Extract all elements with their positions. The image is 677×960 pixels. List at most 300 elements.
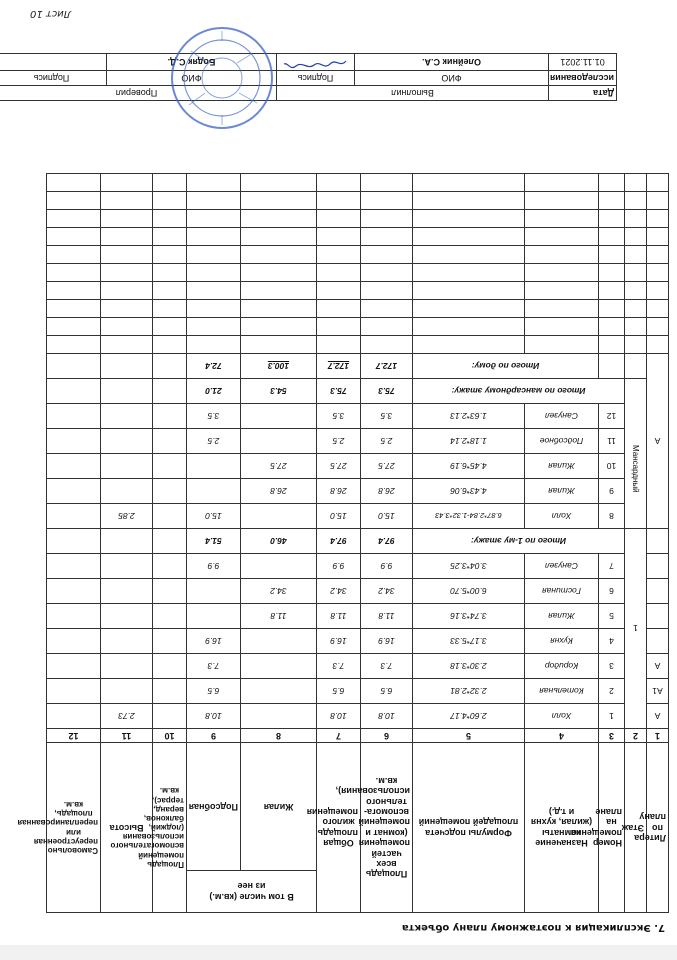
empty-cell (153, 192, 187, 210)
empty-cell (525, 210, 599, 228)
empty-cell (361, 228, 413, 246)
empty-cell (647, 282, 669, 300)
total-area-cell: 6.5 (317, 679, 361, 704)
balcony-cell (153, 454, 187, 479)
empty-cell (47, 174, 101, 192)
empty-cell (647, 300, 669, 318)
litera-cell: А1 (647, 679, 669, 704)
empty-cell (599, 210, 625, 228)
height-cell (101, 604, 153, 629)
subtotal-label: Итого по 1-му этажу: (413, 529, 625, 554)
aux-area-cell (187, 479, 241, 504)
empty-cell (101, 318, 153, 336)
empty-cell (317, 174, 361, 192)
area-cell: 2.5 (361, 429, 413, 454)
empty-cell (413, 318, 525, 336)
room-name-cell: Санузел (525, 404, 599, 429)
empty-cell (47, 336, 101, 354)
height-cell: 2.85 (101, 504, 153, 529)
aux-area-cell: 7.3 (187, 654, 241, 679)
empty-cell (241, 264, 317, 282)
room-name-cell: Гостиная (525, 579, 599, 604)
empty-cell (47, 228, 101, 246)
col-number: 8 (241, 729, 317, 743)
empty-cell (101, 174, 153, 192)
fio-label: ФИО (355, 71, 549, 86)
empty-cell (525, 300, 599, 318)
formula-cell: 1.63*2.13 (413, 404, 525, 429)
table-row (47, 604, 669, 629)
formula-cell: 2.60*4.17 (413, 704, 525, 729)
room-number-cell: 2 (599, 679, 625, 704)
table-row (47, 629, 669, 654)
balcony-cell (153, 554, 187, 579)
signature-row (0, 86, 617, 101)
empty-cell (317, 282, 361, 300)
empty-table-row (47, 174, 669, 192)
unauthorized-cell (47, 629, 101, 654)
empty-cell (625, 282, 647, 300)
aux-area-cell (187, 579, 241, 604)
total-area-cell: 26.8 (317, 479, 361, 504)
date-label-2: исследования (549, 71, 617, 86)
aux-area-cell: 16.9 (187, 629, 241, 654)
formula-cell: 4.45*6.19 (413, 454, 525, 479)
empty-cell (625, 192, 647, 210)
empty-cell (413, 300, 525, 318)
empty-cell (153, 300, 187, 318)
empty-cell (599, 336, 625, 354)
aux-area-cell: 6.5 (187, 679, 241, 704)
empty-cell (625, 264, 647, 282)
col-number: 11 (101, 729, 153, 743)
empty-cell (317, 192, 361, 210)
empty-cell (187, 282, 241, 300)
empty-rows (47, 174, 669, 354)
subtotal-label: Итого по мансардному этажу: (413, 379, 625, 404)
empty-cell (317, 300, 361, 318)
table-row (47, 429, 669, 454)
room-name-cell: Жилая (525, 454, 599, 479)
signature-table (0, 53, 617, 101)
empty-cell (361, 318, 413, 336)
floor-label: Мансардный (631, 445, 640, 493)
empty-cell (153, 264, 187, 282)
balcony-cell (153, 579, 187, 604)
subtotal-row (47, 529, 669, 554)
column-numbers-row (47, 729, 669, 743)
total-area-cell: 11.8 (317, 604, 361, 629)
balcony-cell (153, 479, 187, 504)
empty-cell (413, 336, 525, 354)
sheet-number: Лист 10 (30, 8, 72, 19)
unauthorized-cell (47, 479, 101, 504)
empty-cell (101, 282, 153, 300)
litera-cell: А (647, 354, 669, 529)
empty-cell (47, 300, 101, 318)
empty-cell (153, 174, 187, 192)
area-cell: 27.5 (361, 454, 413, 479)
empty-cell (361, 300, 413, 318)
litera-cell (647, 629, 669, 654)
living-area-cell (241, 679, 317, 704)
empty-cell (47, 318, 101, 336)
unauthorized-cell (47, 654, 101, 679)
header-height: Высота (101, 743, 153, 913)
empty-cell (241, 300, 317, 318)
subtotal-aux: 21.0 (187, 379, 241, 404)
formula-cell: 3.04*3.25 (413, 554, 525, 579)
empty-table-row (47, 246, 669, 264)
empty-cell (241, 228, 317, 246)
height-cell: 2.73 (101, 704, 153, 729)
empty-table-row (47, 318, 669, 336)
empty-cell (101, 529, 153, 554)
empty-cell (187, 192, 241, 210)
signature-row (0, 54, 617, 71)
empty-cell (361, 192, 413, 210)
empty-cell (599, 174, 625, 192)
empty-cell (47, 282, 101, 300)
empty-cell (647, 228, 669, 246)
header-auxiliary: Подсобная (187, 743, 241, 871)
unauthorized-cell (47, 704, 101, 729)
empty-cell (599, 228, 625, 246)
done-label: Выполнил (276, 86, 548, 101)
empty-cell (599, 264, 625, 282)
formula-cell: 2.30*3.18 (413, 654, 525, 679)
empty-cell (187, 174, 241, 192)
living-area-cell (241, 404, 317, 429)
subtotal-total: 75.3 (317, 379, 361, 404)
height-cell (101, 654, 153, 679)
living-area-cell (241, 654, 317, 679)
empty-cell (47, 379, 101, 404)
empty-cell (187, 264, 241, 282)
total-area-cell: 16.9 (317, 629, 361, 654)
height-cell (101, 404, 153, 429)
empty-cell (625, 246, 647, 264)
col-number: 1 (647, 729, 669, 743)
room-name-cell: Кухня (525, 629, 599, 654)
aux-area-cell: 9.9 (187, 554, 241, 579)
empty-cell (599, 300, 625, 318)
header-total-living: Общая площадь жилого помещения (317, 743, 361, 913)
empty-cell (101, 192, 153, 210)
table-row (47, 404, 669, 429)
empty-cell (647, 318, 669, 336)
col-number: 3 (599, 729, 625, 743)
empty-cell (317, 336, 361, 354)
empty-cell (647, 246, 669, 264)
room-number-cell: 1 (599, 704, 625, 729)
empty-cell (599, 354, 625, 379)
header-room-number: Номер помещения на плане (599, 743, 625, 913)
table-row (47, 554, 669, 579)
total-area-cell: 10.8 (317, 704, 361, 729)
formula-cell: 4.43*6.06 (413, 479, 525, 504)
empty-cell (187, 246, 241, 264)
empty-cell (647, 192, 669, 210)
height-cell (101, 679, 153, 704)
unauthorized-cell (47, 604, 101, 629)
col-number: 12 (47, 729, 101, 743)
balcony-cell (153, 404, 187, 429)
empty-cell (47, 192, 101, 210)
empty-cell (625, 354, 647, 379)
empty-cell (599, 318, 625, 336)
empty-cell (153, 336, 187, 354)
litera-cell (647, 579, 669, 604)
total-area-cell: 27.5 (317, 454, 361, 479)
unauthorized-cell (47, 404, 101, 429)
empty-cell (525, 228, 599, 246)
total-area: 172.7 (361, 354, 413, 379)
explication-table (17, 173, 669, 913)
date-value: 01.11.2021 (549, 54, 617, 71)
empty-cell (101, 379, 153, 404)
aux-area-cell: 15.0 (187, 504, 241, 529)
empty-table-row (47, 336, 669, 354)
empty-cell (153, 318, 187, 336)
empty-table-row (47, 264, 669, 282)
empty-cell (101, 210, 153, 228)
empty-cell (241, 246, 317, 264)
empty-cell (525, 264, 599, 282)
empty-table-row (47, 300, 669, 318)
unauthorized-cell (47, 429, 101, 454)
table-row (47, 679, 669, 704)
area-cell: 26.8 (361, 479, 413, 504)
aux-area-cell: 10.8 (187, 704, 241, 729)
empty-cell (153, 210, 187, 228)
empty-cell (525, 192, 599, 210)
empty-cell (241, 174, 317, 192)
header-balcony: Площадь помещений вспомогательного использования (лоджий, балконов, веранд, террас), кв.м. (153, 743, 187, 913)
total-aux: 72.4 (187, 354, 241, 379)
sign-label: Подпись (276, 71, 354, 86)
unauthorized-cell (47, 579, 101, 604)
formula-cell: 3.17*5.33 (413, 629, 525, 654)
empty-cell (101, 300, 153, 318)
empty-cell (361, 246, 413, 264)
empty-cell (317, 264, 361, 282)
unauthorized-cell (47, 554, 101, 579)
room-number-cell: 8 (599, 504, 625, 529)
area-cell: 16.9 (361, 629, 413, 654)
balcony-cell (153, 604, 187, 629)
unauthorized-cell (47, 679, 101, 704)
subtotal-living: 54.3 (241, 379, 317, 404)
total-living: 100.3 (241, 354, 317, 379)
empty-cell (317, 318, 361, 336)
formula-cell: 2.32*2.81 (413, 679, 525, 704)
room-name-cell: Коридор (525, 654, 599, 679)
litera-cell (647, 604, 669, 629)
table-row (47, 504, 669, 529)
subtotal-row (47, 379, 669, 404)
empty-cell (153, 529, 187, 554)
empty-cell (317, 210, 361, 228)
empty-table-row (47, 192, 669, 210)
empty-cell (153, 246, 187, 264)
fio-label: ФИО (106, 71, 276, 86)
aux-area-cell (187, 454, 241, 479)
empty-cell (153, 354, 187, 379)
empty-cell (525, 174, 599, 192)
empty-cell (361, 210, 413, 228)
col-number: 10 (153, 729, 187, 743)
living-area-cell: 11.8 (241, 604, 317, 629)
balcony-cell (153, 654, 187, 679)
area-cell: 15.0 (361, 504, 413, 529)
formula-cell: 1.18*2.14 (413, 429, 525, 454)
height-cell (101, 629, 153, 654)
room-number-cell: 6 (599, 579, 625, 604)
header-formula: Формулы подсчета площадей помещений (413, 743, 525, 913)
living-area-cell: 27.5 (241, 454, 317, 479)
col-number: 7 (317, 729, 361, 743)
area-cell: 10.8 (361, 704, 413, 729)
room-number-cell: 3 (599, 654, 625, 679)
empty-cell (317, 246, 361, 264)
header-floor: Этаж (625, 743, 647, 913)
empty-cell (187, 210, 241, 228)
total-area-cell: 7.3 (317, 654, 361, 679)
total-area-cell: 9.9 (317, 554, 361, 579)
room-number-cell: 12 (599, 404, 625, 429)
litera-cell: А (647, 704, 669, 729)
aux-area-cell: 3.5 (187, 404, 241, 429)
empty-cell (413, 192, 525, 210)
empty-cell (361, 174, 413, 192)
signature-row (0, 71, 617, 86)
room-name-cell: Холл (525, 504, 599, 529)
checked-fio: Бодяк С.Д. (106, 54, 276, 71)
height-cell (101, 454, 153, 479)
empty-cell (625, 174, 647, 192)
done-fio: Олейник С.А. (355, 54, 549, 71)
area-cell: 9.9 (361, 554, 413, 579)
header-living: Жилая (241, 743, 317, 871)
living-area-cell (241, 704, 317, 729)
formula-cell: 6.00*5.70 (413, 579, 525, 604)
table-row (47, 579, 669, 604)
empty-cell (47, 264, 101, 282)
living-area-cell (241, 629, 317, 654)
room-number-cell: 10 (599, 454, 625, 479)
subtotal-area: 97.4 (361, 529, 413, 554)
floor-cell (625, 379, 647, 529)
empty-cell (625, 210, 647, 228)
height-cell (101, 579, 153, 604)
area-cell: 3.5 (361, 404, 413, 429)
living-area-cell: 34.2 (241, 579, 317, 604)
total-row (47, 354, 669, 379)
col-number: 4 (525, 729, 599, 743)
empty-cell (525, 246, 599, 264)
table-row (47, 704, 669, 729)
col-number: 2 (625, 729, 647, 743)
checked-label: Проверил (0, 86, 276, 101)
litera-cell (647, 554, 669, 579)
checked-signature (0, 54, 106, 71)
aux-area-cell: 2.5 (187, 429, 241, 454)
table-row (47, 654, 669, 679)
empty-cell (647, 336, 669, 354)
unauthorized-cell (47, 504, 101, 529)
empty-cell (101, 336, 153, 354)
empty-cell (361, 264, 413, 282)
empty-cell (361, 282, 413, 300)
empty-cell (241, 192, 317, 210)
empty-cell (317, 228, 361, 246)
area-cell: 11.8 (361, 604, 413, 629)
room-number-cell: 4 (599, 629, 625, 654)
aux-area-cell (187, 604, 241, 629)
empty-cell (599, 282, 625, 300)
subtotal-total: 97.4 (317, 529, 361, 554)
area-cell: 7.3 (361, 654, 413, 679)
empty-cell (625, 228, 647, 246)
living-area-cell (241, 504, 317, 529)
empty-cell (361, 336, 413, 354)
height-cell (101, 479, 153, 504)
total-area-cell: 3.5 (317, 404, 361, 429)
room-name-cell: Подсобное (525, 429, 599, 454)
organization-seal (167, 23, 277, 133)
sign-label: Подпись (0, 71, 106, 86)
room-number-cell: 7 (599, 554, 625, 579)
empty-cell (187, 228, 241, 246)
room-name-cell: Санузел (525, 554, 599, 579)
empty-cell (241, 318, 317, 336)
table-row (47, 454, 669, 479)
empty-table-row (47, 282, 669, 300)
area-cell: 34.2 (361, 579, 413, 604)
empty-cell (599, 246, 625, 264)
empty-cell (525, 318, 599, 336)
balcony-cell (153, 504, 187, 529)
litera-cell: А (647, 654, 669, 679)
empty-cell (647, 174, 669, 192)
empty-cell (101, 228, 153, 246)
subtotal-area: 75.3 (361, 379, 413, 404)
total-area-cell: 15.0 (317, 504, 361, 529)
empty-cell (153, 282, 187, 300)
empty-cell (413, 210, 525, 228)
total-total: 172.7 (317, 354, 361, 379)
empty-cell (47, 246, 101, 264)
empty-cell (153, 379, 187, 404)
total-label: Итого по дому: (413, 354, 599, 379)
room-name-cell: Жилая (525, 479, 599, 504)
room-name-cell: Котельная (525, 679, 599, 704)
balcony-cell (153, 704, 187, 729)
floor-cell: 1 (625, 529, 647, 729)
empty-cell (101, 264, 153, 282)
empty-cell (413, 174, 525, 192)
height-cell (101, 429, 153, 454)
empty-cell (101, 246, 153, 264)
total-area-cell: 2.5 (317, 429, 361, 454)
empty-cell (187, 336, 241, 354)
balcony-cell (153, 429, 187, 454)
room-name-cell: Холл (525, 704, 599, 729)
signature-scribble (280, 56, 350, 70)
empty-cell (647, 264, 669, 282)
empty-cell (47, 529, 101, 554)
